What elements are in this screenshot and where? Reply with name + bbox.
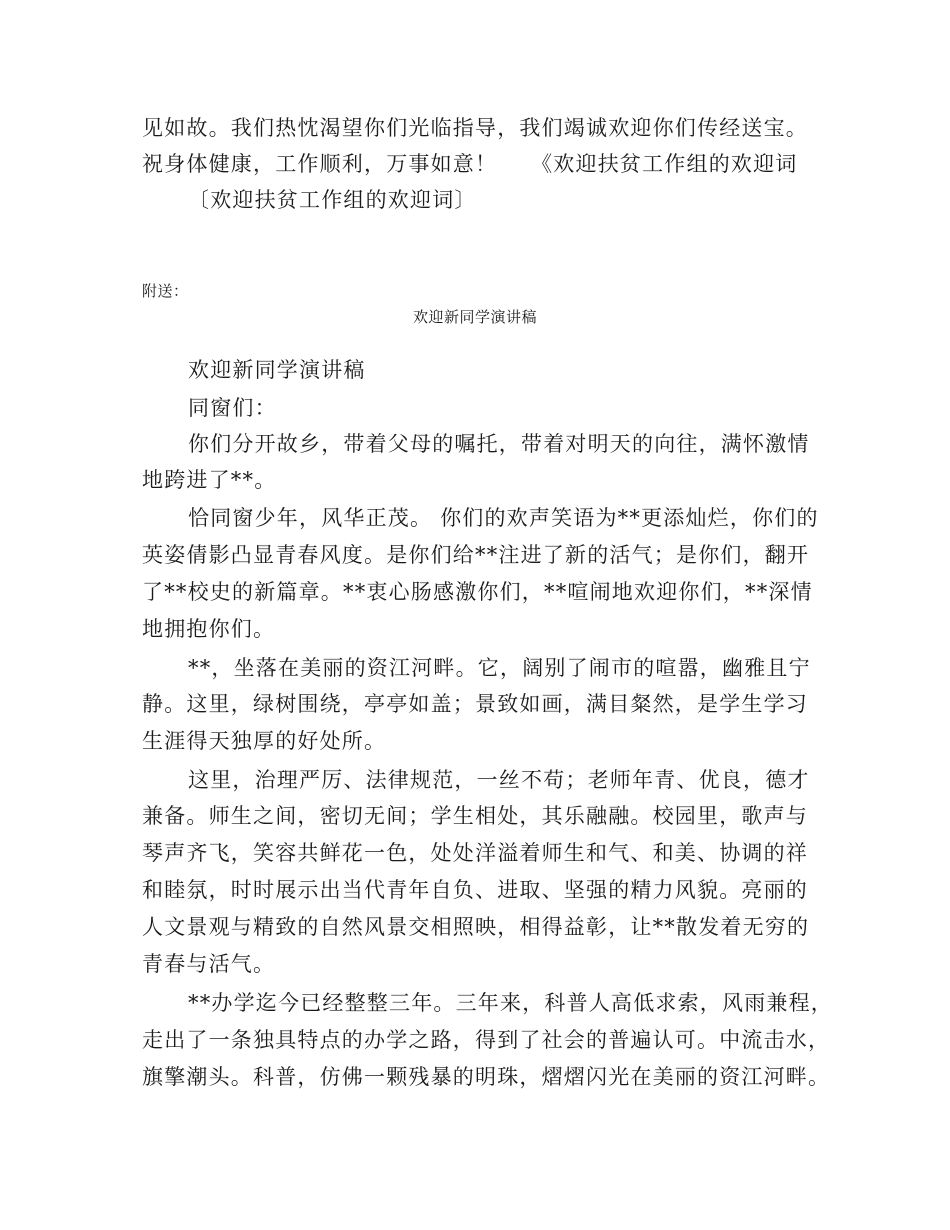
paragraph-1-line: 你们分开故乡，带着父母的嘱托，带着对明天的向往，满怀激情	[188, 432, 810, 456]
paragraph-4-line: 和睦氛，时时展示出当代青年自负、进取、坚强的精力风貌。亮丽的	[142, 878, 808, 902]
paragraph-4-line: 人文景观与精致的自然风景交相照映，相得益彰，让**散发着无穷的	[142, 915, 810, 939]
text-line: 〔欢迎扶贫工作组的欢迎词〕	[188, 188, 477, 212]
paragraph-5-line: 旗擎潮头。科普，仿佛一颗残暴的明珠，熠熠闪光在美丽的资江河畔。	[142, 1065, 831, 1089]
paragraph-5-line: **办学迄今已经整整三年。三年来，科普人高低求索，风雨兼程，	[188, 991, 833, 1015]
paragraph-1-line: 地跨进了**。	[142, 468, 277, 492]
paragraph-4-line: 琴声齐飞，笑容共鲜花一色，处处洋溢着师生和气、和美、协调的祥	[142, 841, 808, 865]
speech-heading: 欢迎新同学演讲稿	[188, 358, 366, 382]
text-line: 见如故。我们热忱渴望你们光临指导，我们竭诚欢迎你们传经送宝。	[142, 116, 808, 140]
appendix-label: 附送：	[142, 282, 189, 300]
paragraph-3-line: 生涯得天独厚的好处所。	[142, 729, 387, 753]
paragraph-4-line: 兼备。师生之间，密切无间；学生相处，其乐融融。校园里，歌声与	[142, 804, 808, 828]
speech-salutation: 同窗们：	[188, 396, 277, 420]
text-line: 祝身体健康，工作顺利，万事如意！ 《欢迎扶贫工作组的欢迎词	[142, 152, 798, 176]
paragraph-2-line: 恰同窗少年，风华正茂。 你们的欢声笑语为**更添灿烂，你们的	[188, 506, 819, 530]
appendix-title: 欢迎新同学演讲稿	[412, 308, 537, 326]
paragraph-3-line: 静。这里，绿树围绕，亭亭如盖；景致如画，满目粲然，是学生学习	[142, 692, 808, 716]
paragraph-2-line: 英姿倩影凸显青春风度。是你们给**注进了新的活气；是你们，翻开	[142, 543, 810, 567]
paragraph-4-line: 青春与活气。	[142, 952, 276, 976]
paragraph-3-line: **，坐落在美丽的资江河畔。它，阔别了闹市的喧嚣，幽雅且宁	[188, 656, 811, 680]
paragraph-2-line: 地拥抱你们。	[142, 617, 276, 641]
paragraph-2-line: 了**校史的新篇章。**衷心肠感激你们，**喧闹地欢迎你们，**深情	[142, 580, 813, 604]
paragraph-5-line: 走出了一条独具特点的办学之路，得到了社会的普遍认可。中流击水，	[142, 1028, 831, 1052]
paragraph-4-line: 这里，治理严厉、法律规范，一丝不苟；老师年青、优良，德才	[188, 768, 810, 792]
